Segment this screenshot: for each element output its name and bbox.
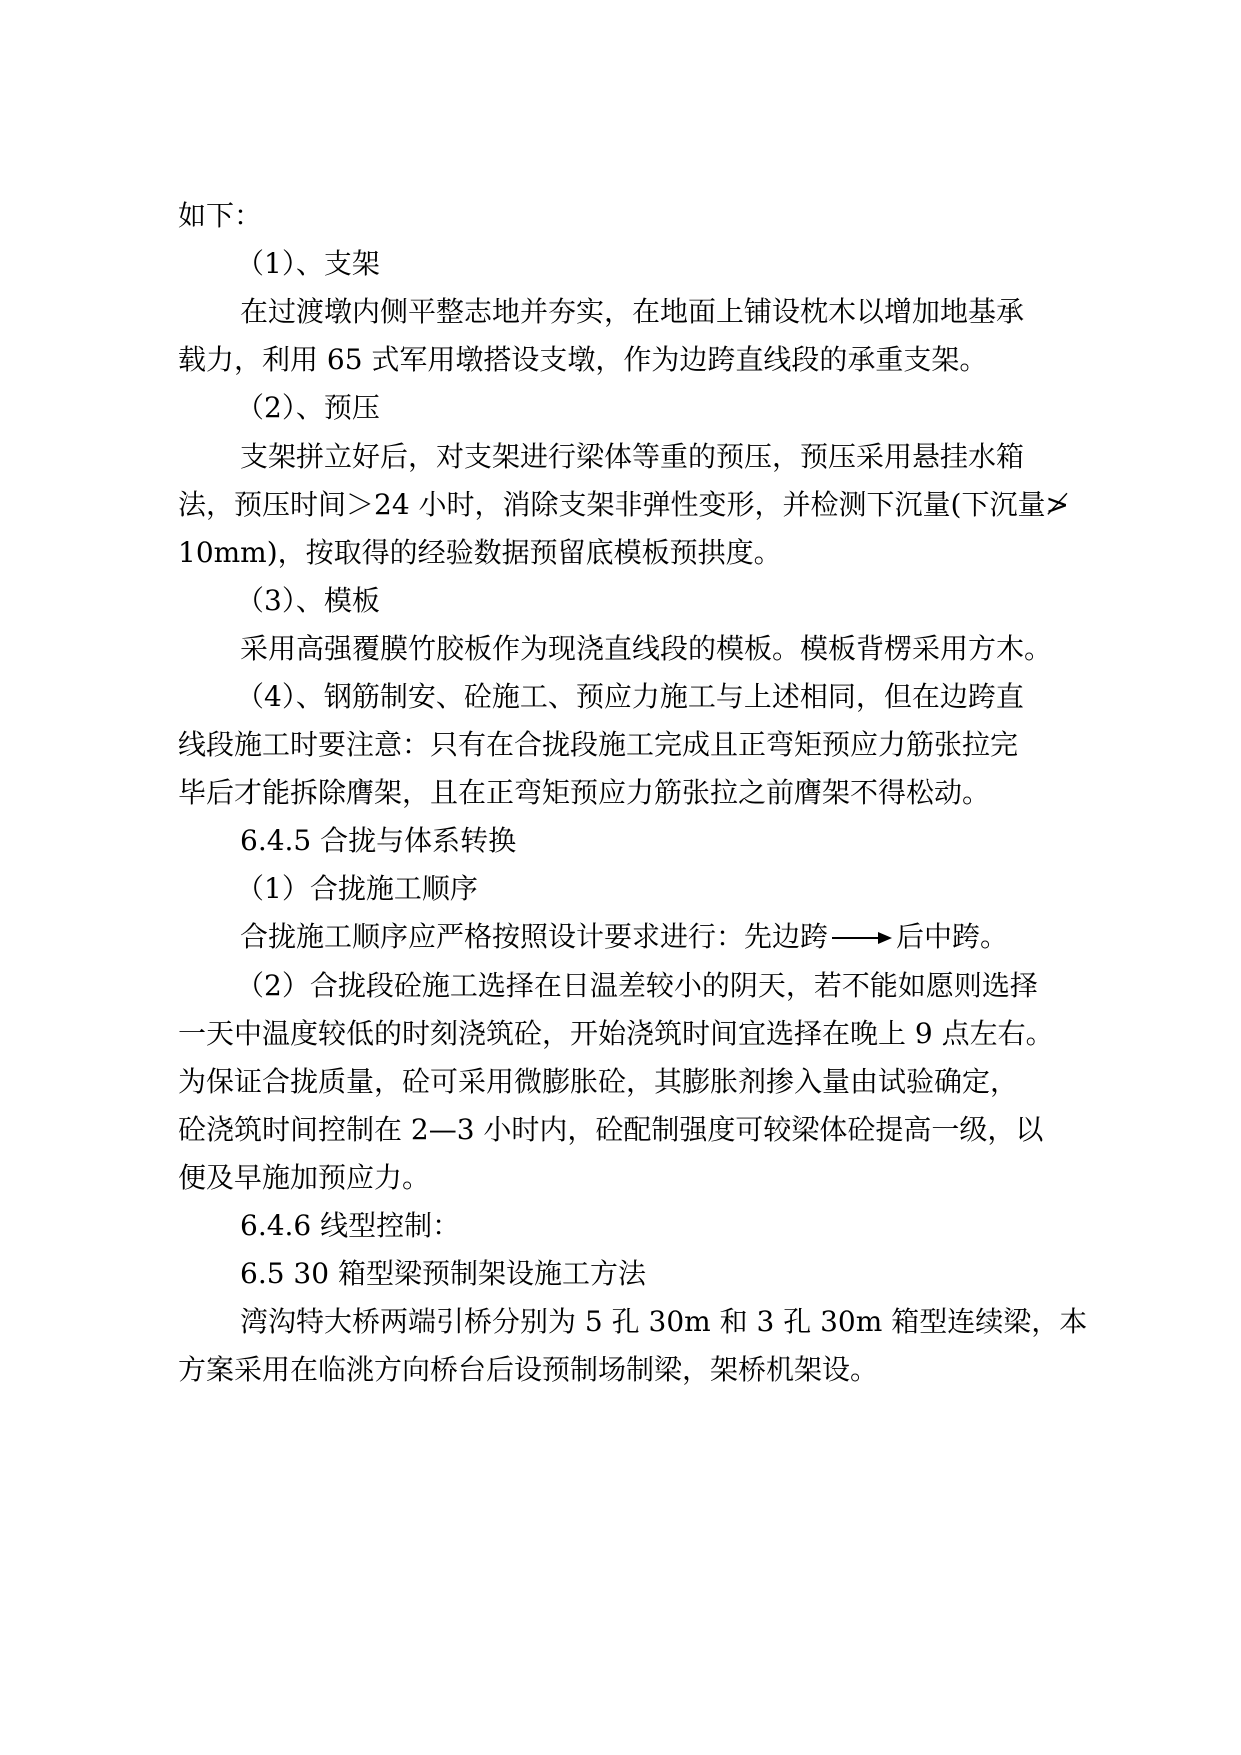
text-line: 毕后才能拆除膺架，且在正弯矩预应力筋张拉之前膺架不得松动。 xyxy=(178,776,991,809)
text-line xyxy=(240,917,1008,957)
text-line: 为保证合拢质量，砼可采用微膨胀砼，其膨胀剂掺入量由试验确定， xyxy=(178,1065,1019,1098)
section-heading: （3）、模板 xyxy=(236,584,380,617)
text-line: 在过渡墩内侧平整志地并夯实，在地面上铺设枕木以增加地基承 xyxy=(240,295,1025,328)
text-line: （2）合拢段砼施工选择在日温差较小的阴天，若不能如愿则选择 xyxy=(236,969,1038,1002)
section-heading: 6.5 30 箱型梁预制架设施工方法 xyxy=(240,1257,646,1290)
section-heading: （1）、支架 xyxy=(236,247,380,280)
text-line: 方案采用在临洮方向桥台后设预制场制梁，架桥机架设。 xyxy=(178,1353,879,1386)
text-line: 一天中温度较低的时刻浇筑砼，开始浇筑时间宜选择在晚上 9 点左右。 xyxy=(178,1017,1054,1050)
section-heading: （1）合拢施工顺序 xyxy=(236,872,478,905)
text-segment: 后中跨。 xyxy=(896,920,1009,953)
arrow-right-icon xyxy=(830,917,894,957)
section-heading: 6.4.5 合拢与体系转换 xyxy=(240,824,517,857)
text-line: （4）、钢筋制安、砼施工、预应力施工与上述相同，但在边跨直 xyxy=(236,680,1024,713)
text-line: 载力，利用 65 式军用墩搭设支墩，作为边跨直线段的承重支架。 xyxy=(178,343,988,376)
text-line: 便及早施加预应力。 xyxy=(178,1161,431,1194)
section-heading: 6.4.6 线型控制： xyxy=(240,1209,461,1242)
text-line: 10mm)，按取得的经验数据预留底模板预拱度。 xyxy=(178,536,782,569)
text-line: 线段施工时要注意：只有在合拢段施工完成且正弯矩预应力筋张拉完 xyxy=(178,728,1019,761)
text-segment: 合拢施工顺序应严格按照设计要求进行：先边跨 xyxy=(240,920,829,953)
section-heading: （2）、预压 xyxy=(236,391,380,424)
text-line: 湾沟特大桥两端引桥分别为 5 孔 30m 和 3 孔 30m 箱型连续梁，本 xyxy=(240,1305,1088,1338)
text-line: 如下： xyxy=(178,199,263,232)
text-line: 采用高强覆膜竹胶板作为现浇直线段的模板。模板背楞采用方木。 xyxy=(240,632,1053,665)
text-line: 法，预压时间＞24 小时，消除支架非弹性变形，并检测下沉量(下沉量≯ xyxy=(178,488,1069,521)
text-line: 支架拼立好后，对支架进行梁体等重的预压，预压采用悬挂水箱 xyxy=(240,440,1025,473)
text-line: 砼浇筑时间控制在 2—3 小时内，砼配制强度可较梁体砼提高一级，以 xyxy=(178,1113,1044,1146)
